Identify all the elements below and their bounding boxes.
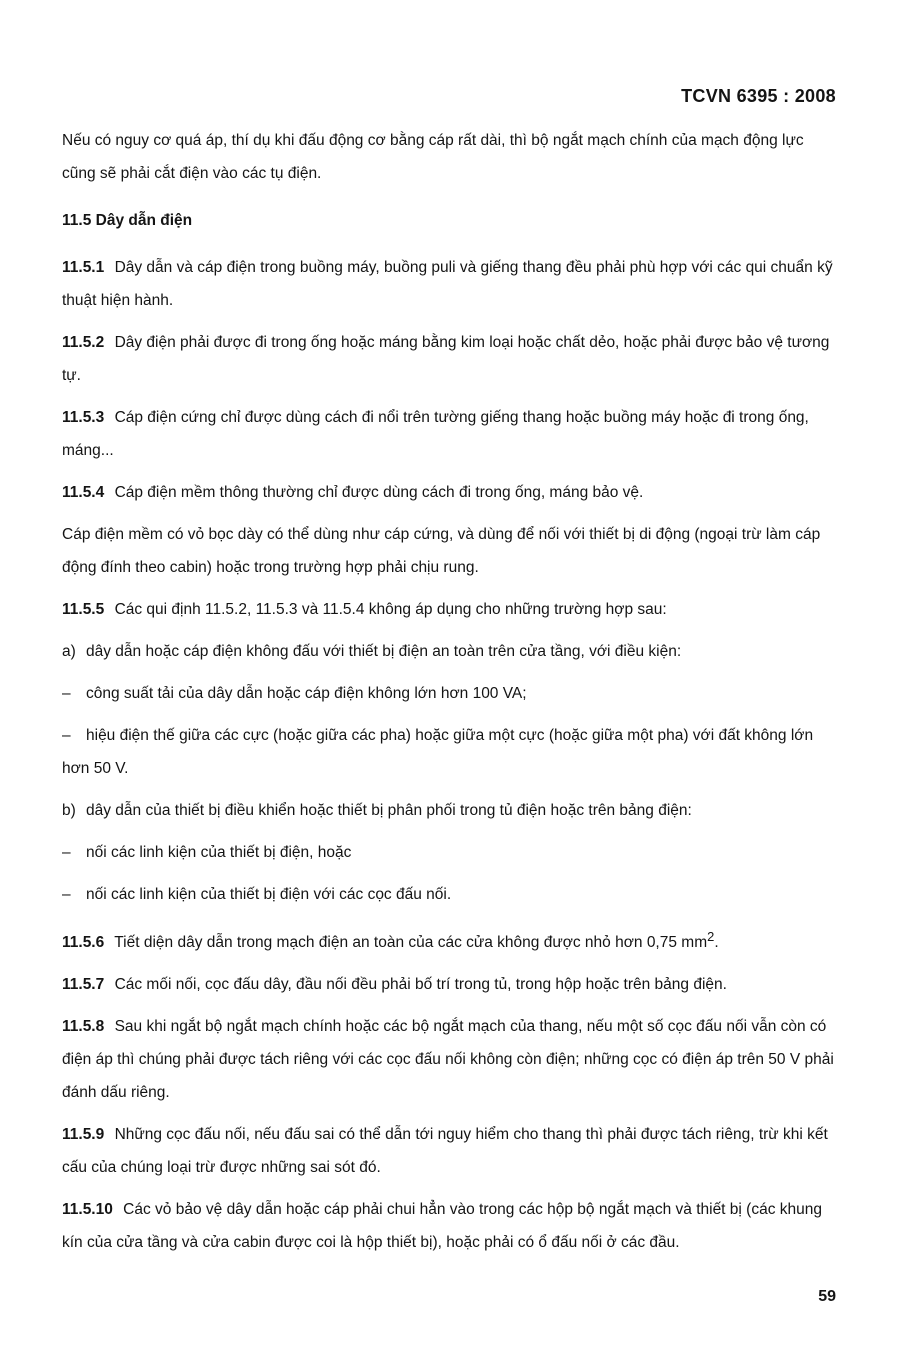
clause-text: Cáp điện cứng chỉ được dùng cách đi nổi trên tường giếng thang hoặc buồng máy hoặc đi trong ống, máng... (62, 409, 809, 459)
clause-11-5-7 (62, 968, 838, 1001)
list-item-dash (62, 677, 838, 710)
list-text: công suất tải của dây dẫn hoặc cáp điện không lớn hơn 100 VA; (86, 685, 527, 702)
clause-11-5-9 (62, 1118, 838, 1184)
list-item-b (62, 794, 838, 827)
clause-11-5-2 (62, 326, 838, 392)
page-number: 59 (818, 1288, 836, 1305)
page-body (62, 124, 838, 1268)
clause-number: 11.5.10 (62, 1201, 113, 1219)
list-marker: b) (62, 802, 76, 819)
list-marker: – (62, 844, 71, 861)
clause-end: . (714, 934, 719, 952)
clause-11-5-5 (62, 593, 838, 626)
clause-11-5-10 (62, 1193, 838, 1259)
clause-number: 11.5.7 (62, 976, 105, 994)
section-title: Dây dẫn điện (95, 212, 193, 229)
clause-number: 11.5.3 (62, 409, 105, 426)
clause-number: 11.5.2 (62, 334, 105, 351)
list-text: nối các linh kiện của thiết bị điện, hoặc (86, 844, 352, 861)
list-item-dash (62, 836, 838, 869)
clause-number: 11.5.6 (62, 934, 105, 952)
section-number: 11.5 (62, 212, 92, 229)
list-text: nối các linh kiện của thiết bị điện với các cọc đấu nối. (86, 886, 452, 903)
clause-text: Dây dẫn và cáp điện trong buồng máy, buồng puli và giếng thang đều phải phù hợp với các qui chuẩn kỹ thuật hiện hành. (62, 259, 833, 309)
clause-text: Cáp điện mềm thông thường chỉ được dùng cách đi trong ống, máng bảo vệ. (114, 484, 644, 501)
section-heading (62, 204, 838, 237)
clause-11-5-3 (62, 401, 838, 467)
superscript: 2 (707, 929, 715, 944)
clause-11-5-8 (62, 1010, 838, 1109)
clause-11-5-1 (62, 251, 838, 317)
clause-text: Sau khi ngắt bộ ngắt mạch chính hoặc các bộ ngắt mạch của thang, nếu một số cọc đấu nối vẫn còn có điện áp thì chúng phải được tách riêng với các cọc đấu nối không còn điện; những cọc có điện áp trên 50 V phải đánh dấu riêng. (62, 1018, 834, 1102)
list-item-a (62, 635, 838, 668)
clause-number: 11.5.1 (62, 259, 105, 276)
clause-text: Các mối nối, cọc đấu dây, đầu nối đều phải bố trí trong tủ, trong hộp hoặc trên bảng điện. (114, 976, 727, 994)
list-text: hiệu điện thế giữa các cực (hoặc giữa các pha) hoặc giữa một cực (hoặc giữa một pha) với đất không lớn hơn 50 V. (62, 727, 814, 777)
clause-11-5-4-para2: Cáp điện mềm có vỏ bọc dày có thể dùng như cáp cứng, và dùng để nối với thiết bị di động (ngoại trừ làm cáp động đính theo cabin) hoặc trong trường hợp phải chịu rung. (62, 526, 821, 576)
clause-11-5-4 (62, 476, 838, 509)
list-marker: – (62, 886, 71, 903)
intro-paragraph: Nếu có nguy cơ quá áp, thí dụ khi đấu động cơ bằng cáp rất dài, thì bộ ngắt mạch chính của mạch động lực cũng sẽ phải cắt điện vào các tụ điện. (62, 132, 804, 182)
list-marker: – (62, 727, 71, 744)
clause-number: 11.5.9 (62, 1126, 105, 1144)
standard-code: TCVN 6395 : 2008 (681, 86, 836, 106)
list-marker: – (62, 685, 71, 702)
clause-text: Tiết diện dây dẫn trong mạch điện an toàn của các cửa không được nhỏ hơn 0,75 mm (114, 934, 708, 952)
clause-number: 11.5.4 (62, 484, 105, 501)
clause-text: Những cọc đấu nối, nếu đấu sai có thể dẫn tới nguy hiểm cho thang thì phải được tách riêng, trừ khi kết cấu của chúng loại trừ được những sai sót đó. (62, 1126, 828, 1177)
list-text: dây dẫn hoặc cáp điện không đấu với thiết bị điện an toàn trên cửa tầng, với điều kiện: (86, 643, 682, 660)
clause-text: Các qui định 11.5.2, 11.5.3 và 11.5.4 không áp dụng cho những trường hợp sau: (114, 601, 667, 618)
clause-number: 11.5.5 (62, 601, 105, 618)
list-marker: a) (62, 643, 76, 660)
list-item-dash (62, 878, 838, 911)
clause-text: Dây điện phải được đi trong ống hoặc máng bằng kim loại hoặc chất dẻo, hoặc phải được bảo vệ tương tự. (62, 334, 830, 384)
clause-number: 11.5.8 (62, 1018, 105, 1036)
clause-text: Các vỏ bảo vệ dây dẫn hoặc cáp phải chui hẳn vào trong các hộp bộ ngắt mạch và thiết bị (các khung kín của cửa tầng và cửa cabin được coi là hộp thiết bị), hoặc phải có ổ đấu nối ở các đầu. (62, 1201, 822, 1252)
list-item-dash (62, 719, 838, 785)
list-text: dây dẫn của thiết bị điều khiển hoặc thiết bị phân phối trong tủ điện hoặc trên bảng điện: (86, 802, 692, 819)
clause-11-5-6 (62, 920, 838, 959)
